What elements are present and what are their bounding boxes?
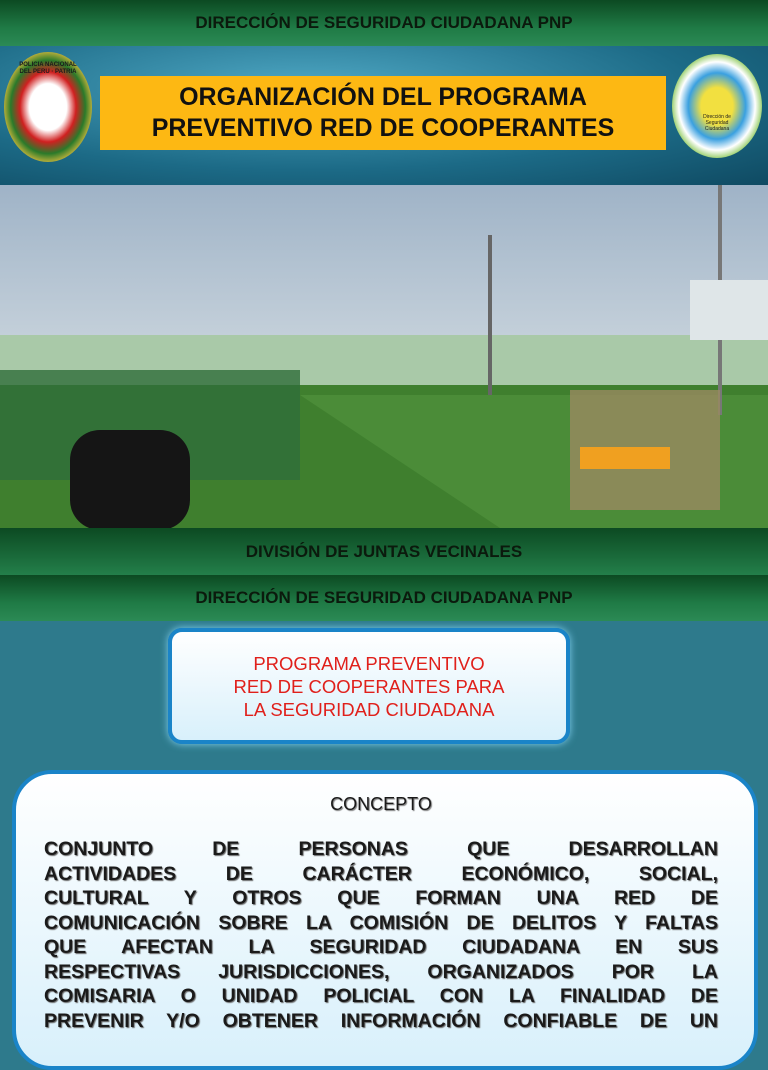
event-photo: [0, 185, 768, 528]
citizen-security-logo: [672, 54, 762, 158]
concept-line: CULTURAL Y OTROS QUE FORMAN UNA RED DE: [44, 887, 718, 909]
slide2-header: DIRECCIÓN DE SEGURIDAD CIUDADANA PNP: [0, 575, 768, 621]
police-seal-logo: [4, 52, 92, 162]
program-line: PROGRAMA PREVENTIVO: [253, 652, 485, 674]
concept-box: [12, 770, 758, 1070]
concept-title: CONCEPTO: [330, 794, 432, 814]
slide1-title: [100, 76, 666, 150]
title-line-1: ORGANIZACIÓN DEL PROGRAMA: [179, 83, 587, 111]
program-line: LA SEGURIDAD CIUDADANA: [243, 698, 495, 720]
photo-scene: [0, 185, 768, 528]
police-seal-text: POLICIA NACIONAL DEL PERU · PATRIA: [19, 62, 77, 75]
concept-line: COMISARIA O UNIDAD POLICIAL CON LA FINALIDAD DE: [44, 985, 718, 1007]
concept-line: RESPECTIVAS JURISDICCIONES, ORGANIZADOS POR LA: [44, 960, 718, 983]
slide1-header: DIRECCIÓN DE SEGURIDAD CIUDADANA PNP: [0, 0, 768, 46]
concept-line: COMUNICACIÓN SOBRE LA COMISIÓN DE DELITOS Y FALTAS: [44, 911, 718, 934]
slide1-footer: DIVISIÓN DE JUNTAS VECINALES: [0, 528, 768, 575]
concept-line: CONJUNTO DE PERSONAS QUE DESARROLLAN: [44, 838, 718, 860]
concept-line: ACTIVIDADES DE CARÁCTER ECONÓMICO, SOCIAL,: [44, 862, 718, 885]
program-box: [168, 628, 570, 744]
title-line-2: PREVENTIVO RED DE COOPERANTES: [151, 114, 615, 142]
program-line: RED DE COOPERANTES PARA: [233, 675, 505, 697]
concept-line: QUE AFECTAN LA SEGURIDAD CIUDADANA EN SUS: [44, 936, 718, 958]
citizen-seal-text: Dirección de Seguridad Ciudadana: [703, 114, 731, 132]
concept-text: [44, 837, 718, 1033]
concept-line: PREVENIR Y/O OBTENER INFORMACIÓN CONFIABLE DE UN: [44, 1009, 718, 1032]
